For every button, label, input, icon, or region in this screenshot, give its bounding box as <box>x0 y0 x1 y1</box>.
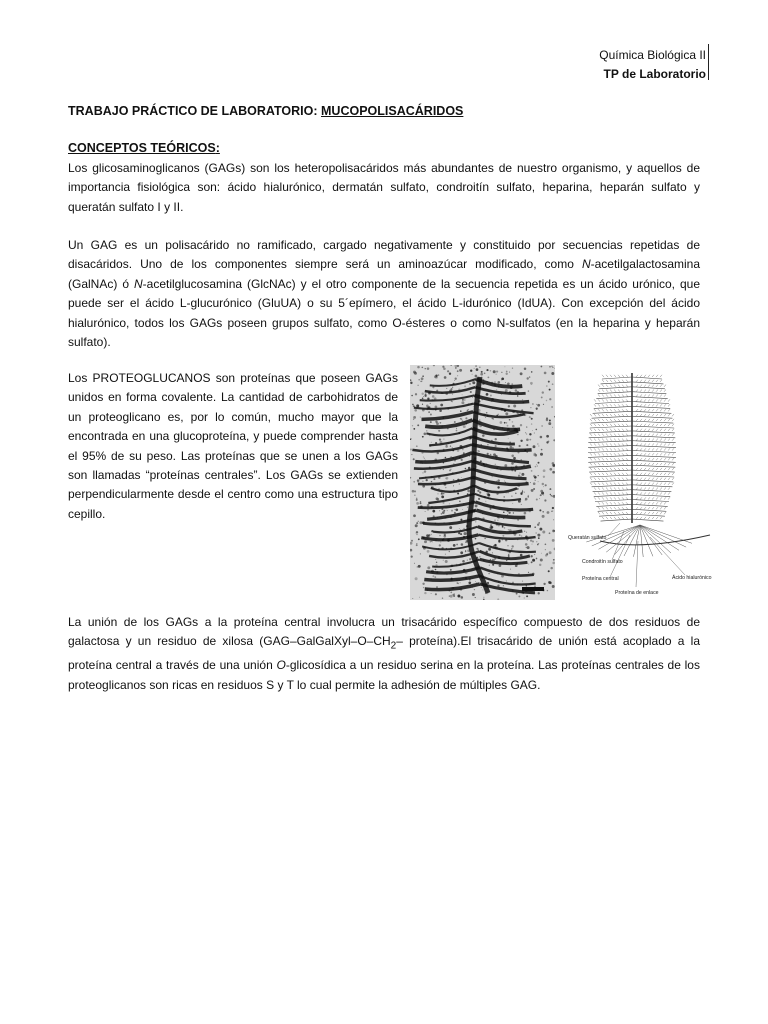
hyaluronic-base <box>586 525 710 557</box>
section-heading <box>68 141 220 155</box>
p4-text-a: La unión de los GAGs a la proteína central involucra un trisacárido específico compuesto de dos residuos de galactosa y un residuo de xilosa (GAG–GalGalXyl–O–CH <box>68 615 700 649</box>
section-heading-text: CONCEPTOS TEÓRICOS <box>68 141 216 155</box>
p2-text-c: -acetilgalactosamina (GalNAc) ó <box>68 257 700 291</box>
proteoglycan-diagram <box>560 365 730 600</box>
title-prefix: TRABAJO PRÁCTICO DE LABORATORIO: <box>68 104 322 118</box>
document-title <box>68 104 463 118</box>
p4-text-b: – proteína).El trisacárido de unión está acoplado a la proteína central a través de una unión <box>68 634 700 673</box>
p4-italic-o: O <box>276 658 286 673</box>
paragraph-linkage <box>68 613 700 695</box>
micrograph-scale-bar <box>522 587 544 591</box>
p4-subscript: 2 <box>390 640 397 652</box>
micrograph-image <box>410 365 555 600</box>
p2-italic-n1: N <box>581 257 591 272</box>
label-core-protein: Proteína central <box>582 576 619 582</box>
paragraph-gags: Los glicosaminoglicanos (GAGs) son los heteropolisacáridos más abundantes de nuestro organismo, y aquellos de importancia fisiológica son: ácido hialurónico, dermatán sulfato, condroitín sulfato, heparina, heparán sulfato y queratán sulfato I y II. <box>68 161 700 214</box>
title-topic: MUCOPOLISACÁRIDOS <box>321 104 464 118</box>
course-subtitle: TP de Laboratorio <box>603 67 706 81</box>
p2-italic-n2: N <box>133 276 143 291</box>
p2-text-a: Un GAG es un polisacárido no ramificado, cargado negativamente y constituido por secuencias repetidas de disacáridos. Uno de los componentes siempre será un aminoazúcar modificado, como <box>68 238 700 272</box>
label-hyaluronic-acid: Ácido hialurónico <box>672 575 712 581</box>
page-header <box>599 46 706 84</box>
paragraph-gag-structure <box>68 236 700 352</box>
label-chondroitin-sulfate: Condroitín sulfato <box>582 559 623 565</box>
label-link-protein: Proteína de enlace <box>615 590 659 596</box>
section-heading-colon: : <box>215 141 220 155</box>
course-name: Química Biológica II <box>599 48 706 62</box>
p2-text-e: -acetilglucosamina (GlcNAc) y el otro componente de la secuencia repetida es un ácido urónico, que puede ser el ácido L-glucurónico (GluUA) o su 5´epímero, el ácido L-idurónico (IdUA). Con excepción del ácido hialurónico, todos los GAGs poseen grupos sulfato, como O-ésteres o como N-sulfatos (en la heparina y heparán sulfato). <box>68 276 700 350</box>
label-keratan-sulfate: Queratán sulfato <box>568 535 607 541</box>
paragraph-proteoglycans: Los PROTEOGLUCANOS son proteínas que poseen GAGs unidos en forma covalente. La cantidad de carbohidratos de un proteoglicano es, por lo común, mucho mayor que la encontrada en una glucoproteína, y puede comprender hasta el 95% de su peso. Las proteínas que se unen a los GAGs son llamadas “proteínas centrales”. Los GAGs se extienden perpendicularmente desde el centro como una estructura tipo cepillo. <box>68 371 398 521</box>
header-divider <box>708 44 709 80</box>
p4-text-d: -glicosídica a un residuo serina en la proteína. Las proteínas centrales de los proteoglicanos son ricas en residuos S y T lo cual permite la adhesión de múltiples GAG. <box>68 658 700 692</box>
